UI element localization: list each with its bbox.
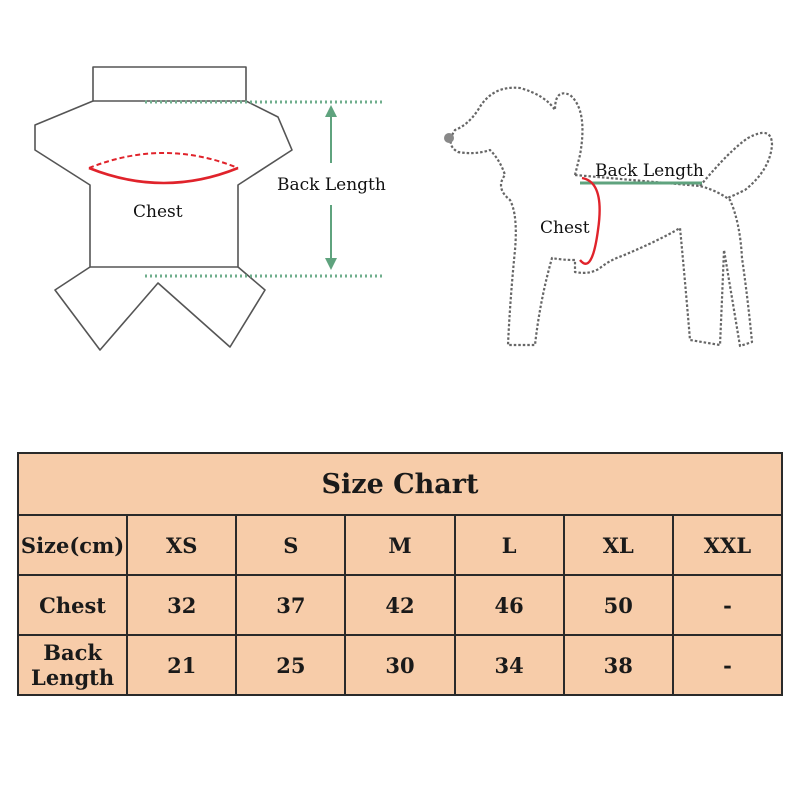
chest-row xyxy=(18,575,782,635)
header-cell-l: L xyxy=(455,515,564,575)
back-length-arrowhead-up xyxy=(325,105,337,117)
header-cell-m: M xyxy=(345,515,454,575)
chest-xs-value: 32 xyxy=(127,575,236,635)
chest-xxl-value: - xyxy=(673,575,782,635)
size-chart-title-row xyxy=(18,453,782,515)
chest-row-label: Chest xyxy=(18,575,127,635)
back-length-row xyxy=(18,635,782,695)
dog-diagram xyxy=(444,88,772,346)
back-length-s-value: 25 xyxy=(236,635,345,695)
header-cell-xl: XL xyxy=(564,515,673,575)
dog-back-length-label: Back Length xyxy=(595,161,704,181)
header-cell-s: S xyxy=(236,515,345,575)
shirt-chest-label: Chest xyxy=(133,202,183,222)
header-cell-xs: XS xyxy=(127,515,236,575)
chest-s-value: 37 xyxy=(236,575,345,635)
back-length-arrowhead-down xyxy=(325,258,337,270)
back-length-m-value: 30 xyxy=(345,635,454,695)
chest-l-value: 46 xyxy=(455,575,564,635)
back-length-xxl-value: - xyxy=(673,635,782,695)
header-cell-xxl: XXL xyxy=(673,515,782,575)
back-length-xs-value: 21 xyxy=(127,635,236,695)
size-header-row xyxy=(18,515,782,575)
dog-nose xyxy=(444,133,454,143)
dog-body-outline xyxy=(451,88,752,346)
back-length-row-label: Back Length xyxy=(18,635,127,695)
back-length-xl-value: 38 xyxy=(564,635,673,695)
size-chart-title: Size Chart xyxy=(18,453,782,515)
size-chart-table xyxy=(17,452,783,696)
chest-xl-value: 50 xyxy=(564,575,673,635)
back-length-l-value: 34 xyxy=(455,635,564,695)
shirt-back-length-label: Back Length xyxy=(277,175,386,195)
dog-chest-label: Chest xyxy=(540,218,590,238)
shirt-diagram xyxy=(35,67,386,350)
header-cell-size-unit: Size(cm) xyxy=(18,515,127,575)
chest-m-value: 42 xyxy=(345,575,454,635)
